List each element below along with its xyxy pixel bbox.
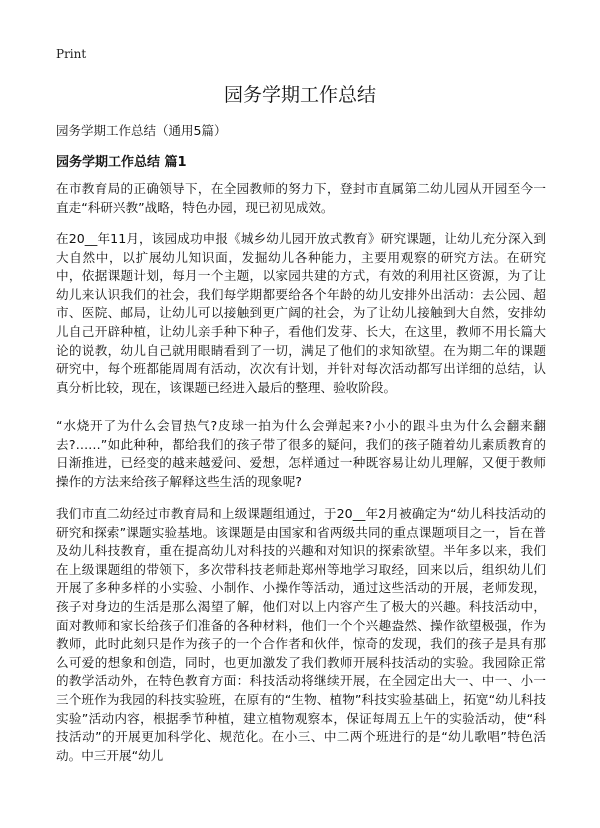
paragraph-4: 我们市直二幼经过市教育局和上级课题组通过，于20__年2月被确定为“幼儿科技活动的研究和探索”课题实验基地。该课题是由国家和省两级共同的重点课题项目之一，旨在普及幼儿科技教育，重在提高幼儿对科技的兴趣和对知识的探索欲望。半年多以来，我们在上级课题组的带领下，多次带科技老师赴郑州等地学习取经，回来以后，组织幼儿们开展了多种多样的小实验、小制作、小操作等活动，通过这些活动的开展，老师发现，孩子对身边的生活是那么渴望了解，他们对以上内容产生了极大的兴趣。科技活动中，面对教师和家长给孩子们准备的各种材料，他们一个个兴趣盎然、操作欲望极强，作为教师，此时此刻只是作为孩子的一个合作者和伙伴，惊奇的发现，我们的孩子是具有那么可爱的想象和创造，同时，也更加激发了我们教师开展科技活动的实验。我园除正常的教学活动外，在特色教育方面：科技活动将继续开展，在全园定出大一、中一、小一三个班作为我园的科技实验班，在原有的“生物、植物”科技实验基础上，拓宽“幼儿科技实验”活动内容，根据季节种植，建立植物观察本，保证每周五上午的实验活动，使“科技活动”的开展更加科学化、规范化。在小三、中二两个班进行的是“幼儿歌唱”特色活动。中三开展“幼儿: [56, 506, 546, 763]
document-subtitle: 园务学期工作总结（通用5篇）: [56, 123, 227, 138]
paragraph-3: “水烧开了为什么会冒热气?皮球一拍为什么会弹起来?小小的跟斗虫为什么会翻来翻去?……”如此种种，都给我们的孩子带了很多的疑问，我们的孩子随着幼儿素质教育的日渐推进，已经变的越来越爱问、爱想，怎样通过一种既容易让幼儿理解，又便于教师操作的方法来给孩子解释这些生活的现象呢?: [56, 418, 546, 489]
paragraph-1: 在市教育局的正确领导下，在全园教师的努力下，登封市直属第二幼儿园从开园至今一直走“科研兴教”战略，特色办园，现已初见成效。: [56, 181, 546, 215]
section-heading: 园务学期工作总结 篇1: [56, 155, 187, 170]
print-link[interactable]: Print: [56, 47, 87, 61]
page-title: 园务学期工作总结: [223, 84, 376, 106]
paragraph-2: 在20__年11月，该园成功申报《城乡幼儿园开放式教育》研究课题，让幼儿充分深入到大自然中，以扩展幼儿知识面，发掘幼儿各种能力，主要用观察的研究方法。在研究中，依据课题计划，每月一个主题，以家园共建的方式，有效的利用社区资源，为了让幼儿来认识我们的社会，我们每学期都要给各个年龄的幼儿安排外出活动：去公园、超市、医院、邮局，让幼儿可以接触到更广阔的社会，为了让幼儿接触到大自然，安排幼儿自己开辟种植，让幼儿亲手种下种子，看他们发芽、长大，在这里，教师不用长篇大论的说教，幼儿自己就用眼睛看到了一切，满足了他们的求知欲望。在为期二年的课题研究中，每个班都能周周有活动，次次有计划，并针对每次活动都写出详细的总结，认真分析比较，现在，该课题已经进入最后的整理、验收阶段。: [56, 231, 546, 395]
